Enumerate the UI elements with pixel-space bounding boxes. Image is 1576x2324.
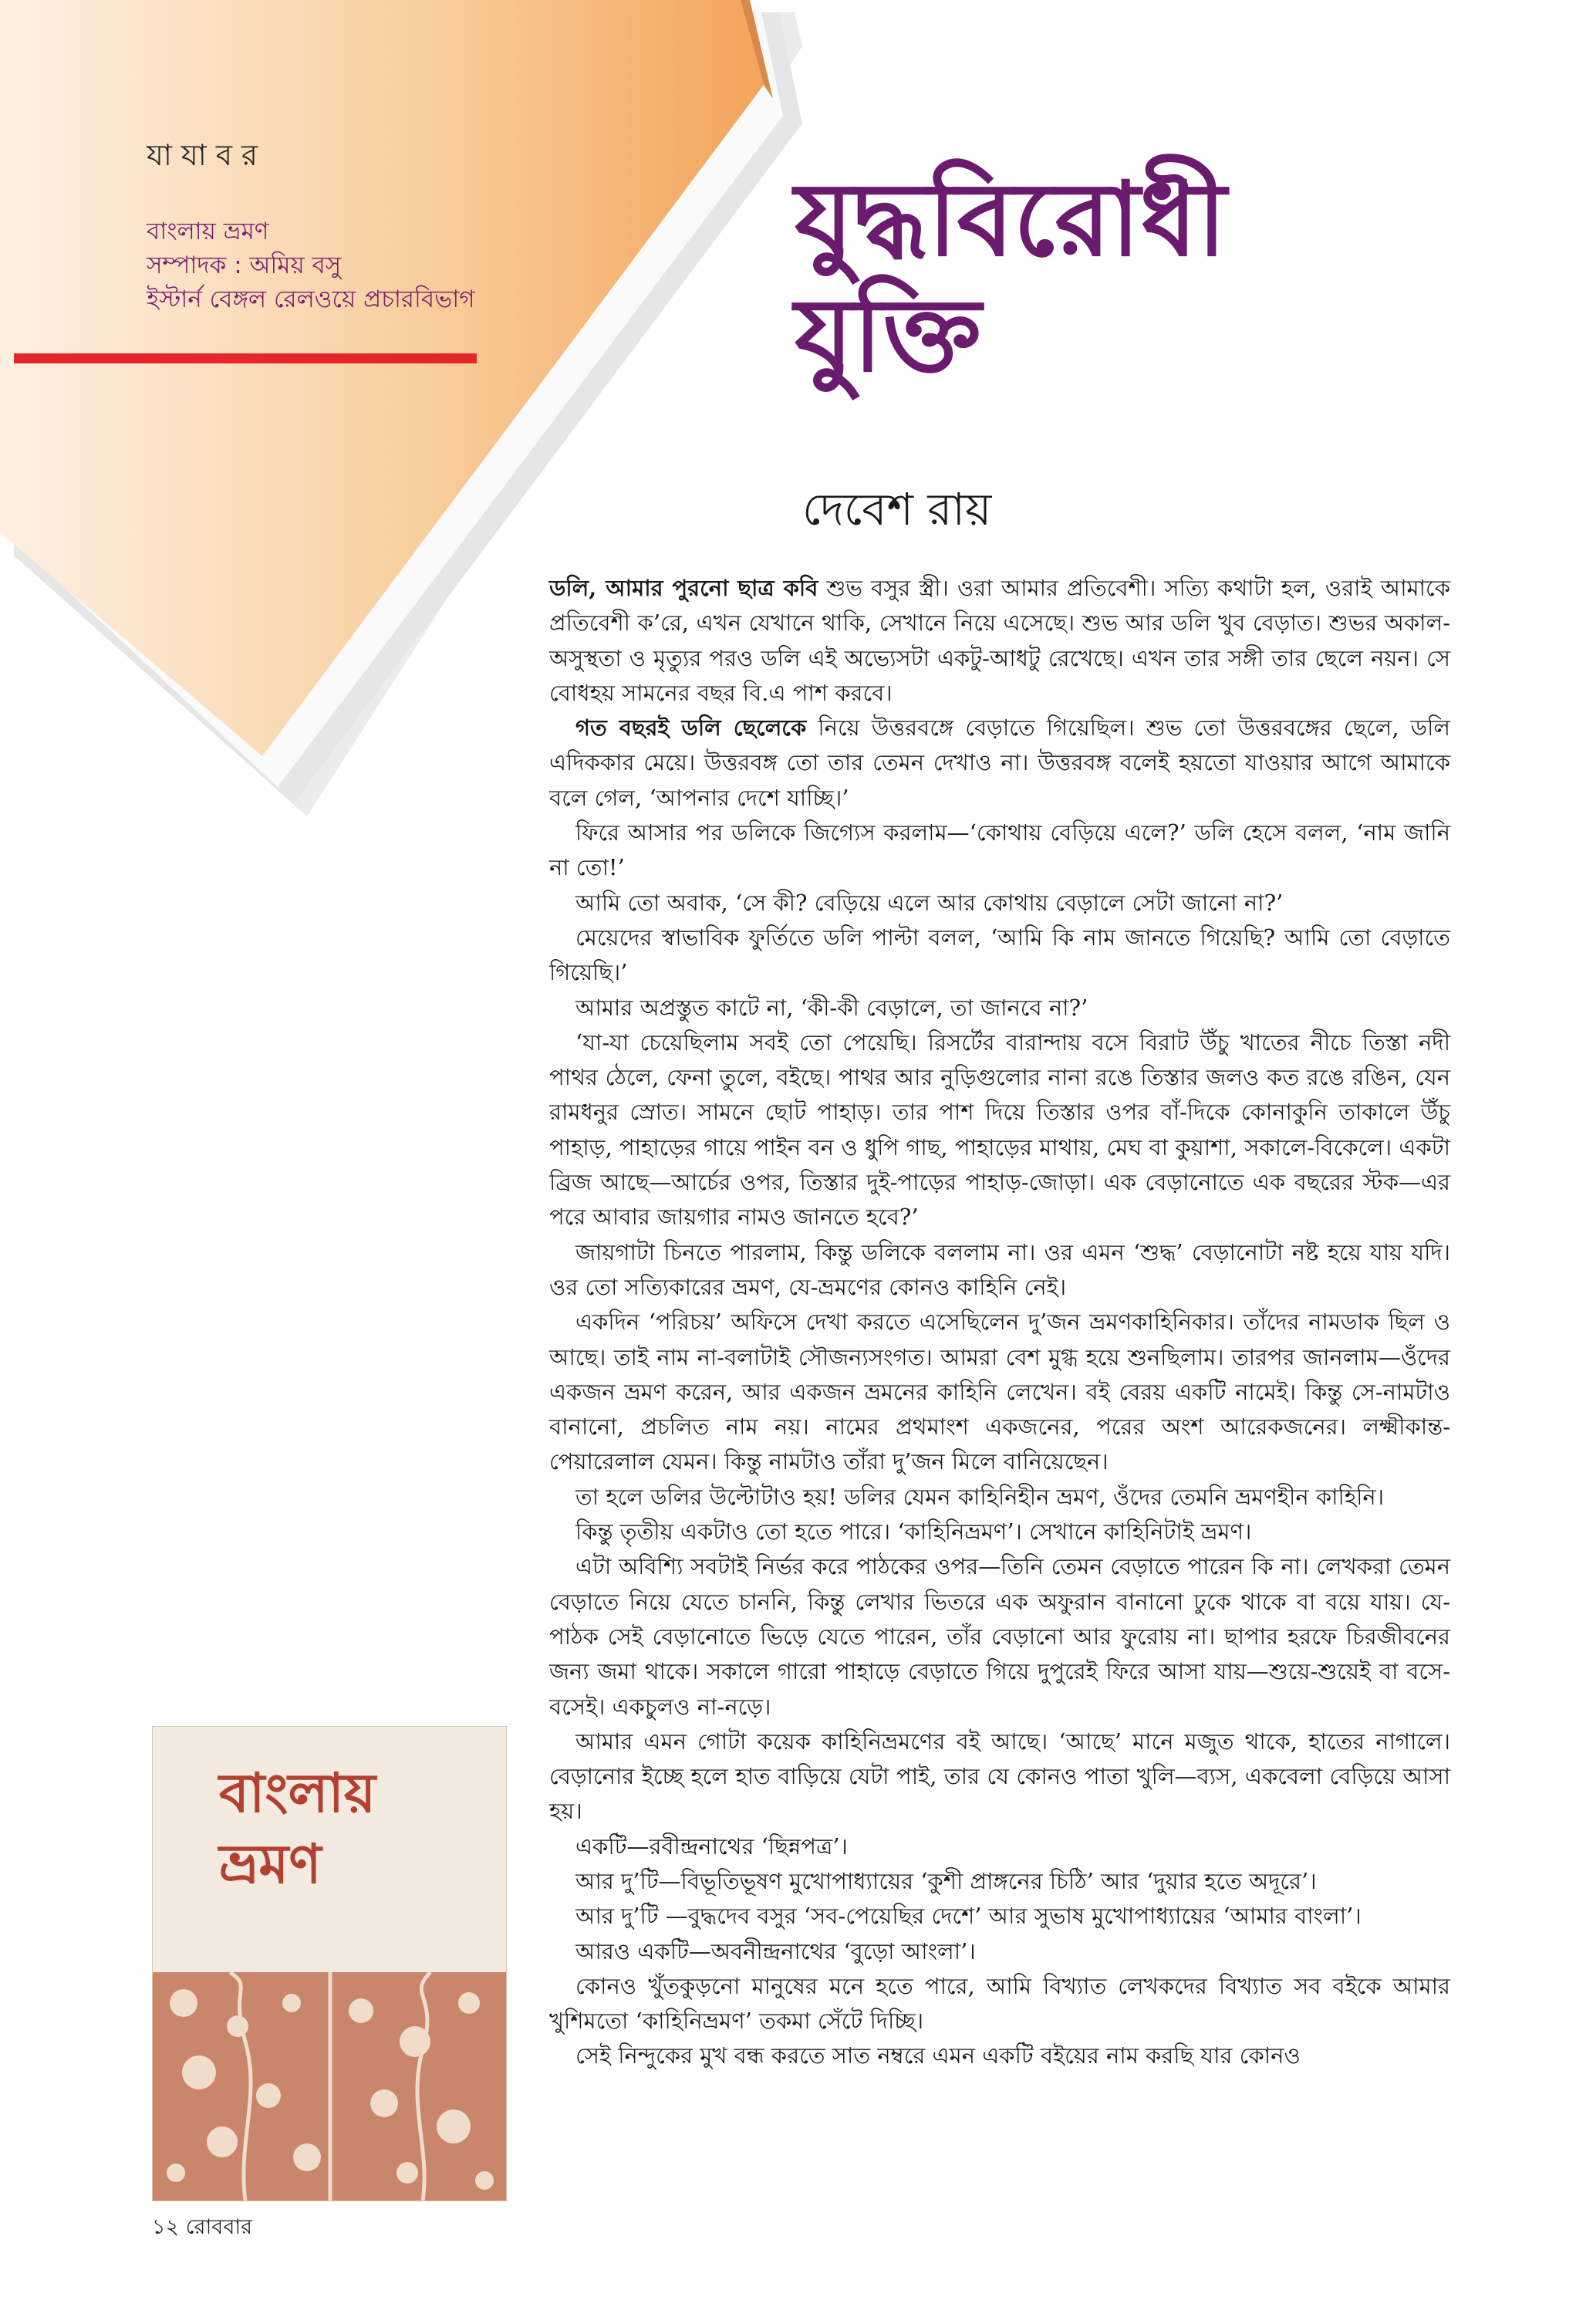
cover-title bbox=[219, 1758, 376, 1900]
paragraph bbox=[549, 711, 1450, 816]
paragraph: কিন্তু তৃতীয় একটাও তো হতে পারে। ‘কাহিনিভ্রমণ’। সেখানে কাহিনিটাই ভ্রমণ। bbox=[575, 1518, 1252, 1545]
paragraph-text: শুভ বসুর স্ত্রী। ওরা আমার প্রতিবেশী। সত্যি কথাটা হল, ওরাই আমাকে প্রতিবেশী ক’রে, এখন যেখানে থাকি, সেখানে নিয়ে এসেছে। শুভ আর ডলি খুব বেড়াত। শুভর অকাল-অসুস্থতা ও মৃত্যুর পরও ডলি এই অভ্যেসটা একটু-আধটু রেখেছে। এখন তার সঙ্গী তার ছেলে নয়ন। সে বোধহয় সামনের বছর বি.এ পাশ করবে। bbox=[549, 575, 1450, 706]
section-label: যাযাবর bbox=[147, 138, 267, 172]
book-cover-image bbox=[152, 1726, 507, 2201]
cover-title-line-2: ভ্রমণ bbox=[219, 1832, 322, 1896]
paragraph: আমার এমন গোটা কয়েক কাহিনিভ্রমণের বই আছে। ‘আছে’ মানে মজুত থাকে, হাতের নাগালে। বেড়ানোর ইচ্ছে হলে হাত বাড়িয়ে যেটা পাই, তার যে কোনও পাতা খুলি—ব্যস, একবেলা বেড়িয়ে আসা হয়। bbox=[549, 1728, 1450, 1825]
paragraph: ‘যা-যা চেয়েছিলাম সবই তো পেয়েছি। রিসর্টের বারান্দায় বসে বিরাট উঁচু খাতের নীচে তিস্তা নদী পাথর ঠেলে, ফেনা তুলে, বইছে। পাথর আর নুড়িগুলোর নানা রঙে তিস্তার জলও কত রঙে রঙিন, যেন রামধনুর স্রোত। সামনে ছোট পাহাড়। তার পাশ দিয়ে তিস্তার ওপর বাঁ-দিকে কোনাকুনি তাকালে উঁচু পাহাড়, পাহাড়ের গায়ে পাইন বন ও ধুপি গাছ, পাহাড়ের মাথায়, মেঘ বা কুয়াশা, সকালে-বিকেলে। একটা ব্রিজ আছে—আর্চের ওপর, তিস্তার দুই-পাড়ের পাহাড়-জোড়া। এক বেড়ানোতে এক বছরের স্টক—এর পরে আবার জায়গার নামও জানতে হবে?’ bbox=[549, 1029, 1450, 1231]
paragraph: আর দু’টি—বিভূতিভূষণ মুখোপাধ্যায়ের ‘কুশী প্রাঙ্গনের চিঠি’ আর ‘দুয়ার হতে অদূরে’। bbox=[575, 1867, 1317, 1894]
book-name: বাংলায় ভ্রমণ bbox=[147, 218, 269, 245]
lead-in: ডলি, আমার পুরনো ছাত্র কবি bbox=[549, 575, 818, 601]
article-title bbox=[795, 162, 1227, 394]
title-line-1: যুদ্ধবিরোধী bbox=[795, 160, 1227, 279]
lead-in: গত বছরই ডলি ছেলেকে bbox=[575, 714, 807, 741]
author-name: দেবেশ রায় bbox=[802, 483, 992, 535]
floral-pattern bbox=[153, 1972, 506, 2201]
paragraph: আমি তো অবাক, ‘সে কী? বেড়িয়ে এলে আর কোথায় বেড়ালে সেটা জানো না?’ bbox=[575, 889, 1284, 916]
paragraph: আরও একটি—অবনীন্দ্রনাথের ‘বুড়ো আংলা’। bbox=[575, 1937, 976, 1964]
paragraph: সেই নিন্দুকের মুখ বন্ধ করতে সাত নম্বরে এমন একটি বইয়ের নাম করছি যার কোনও bbox=[575, 2042, 1301, 2069]
page-folio: ১২ রোববার bbox=[152, 2215, 253, 2239]
paragraph-text: নিয়ে উত্তরবঙ্গে বেড়াতে গিয়েছিল। শুভ তো উত্তরবঙ্গের ছেলে, ডলি এদিককার মেয়ে। উত্তরবঙ্গ তো তার তেমন দেখাও না। উত্তরবঙ্গ বলেই হয়তো যাওয়ার আগে আমাকে বলে গেল, ‘আপনার দেশে যাচ্ছি।’ bbox=[549, 714, 1450, 811]
red-rule bbox=[14, 353, 477, 363]
paragraph: জায়গাটা চিনতে পারলাম, কিন্তু ডলিকে বললাম না। ওর এমন ‘শুদ্ধ’ বেড়ানোটা নষ্ট হয়ে যায় যদি। ওর তো সত্যিকারের ভ্রমণ, যে-ভ্রমণের কোনও কাহিনি নেই। bbox=[549, 1238, 1450, 1300]
book-publisher: ইস্টার্ন বেঙ্গল রেলওয়ে প্রচারবিভাগ bbox=[147, 285, 475, 313]
article-body bbox=[549, 571, 1450, 2074]
paragraph bbox=[549, 571, 1450, 711]
paragraph: আর দু’টি —বুদ্ধদেব বসুর ‘সব-পেয়েছির দেশে’ আর সুভাষ মুখোপাধ্যায়ের ‘আমার বাংলা’। bbox=[575, 1903, 1362, 1930]
book-info bbox=[147, 214, 475, 316]
paragraph: তা হলে ডলির উল্টোটাও হয়! ডলির যেমন কাহিনিহীন ভ্রমণ, ওঁদের তেমনি ভ্রমণহীন কাহিনি। bbox=[575, 1483, 1385, 1510]
paragraph: কোনও খুঁতকুড়নো মানুষের মনে হতে পারে, আমি বিখ্যাত লেখকদের বিখ্যাত সব বইকে আমার খুশিমতো ‘কাহিনিভ্রমণ’ তকমা সেঁটে দিচ্ছি। bbox=[549, 1972, 1450, 2035]
paragraph: আমার অপ্রস্তুত কাটে না, ‘কী-কী বেড়ালে, তা জানবে না?’ bbox=[575, 994, 1088, 1021]
cover-title-line-1: বাংলায় bbox=[219, 1761, 376, 1825]
paragraph: ফিরে আসার পর ডলিকে জিগ্যেস করলাম—‘কোথায় বেড়িয়ে এলে?’ ডলি হেসে বলল, ‘নাম জানি না তো!’ bbox=[549, 819, 1450, 881]
paragraph: মেয়েদের স্বাভাবিক ফুর্তিতে ডলি পাল্টা বলল, ‘আমি কি নাম জানতে গিয়েছি? আমি তো বেড়াতে গিয়েছি।’ bbox=[549, 924, 1450, 986]
book-editor: সম্পাদক : অমিয় বসু bbox=[147, 252, 342, 279]
paragraph: একদিন ‘পরিচয়’ অফিসে দেখা করতে এসেছিলেন দু’জন ভ্রমণকাহিনিকার। তাঁদের নামডাক ছিল ও আছে। তাই নাম না-বলাটাই সৌজন্যসংগত। আমরা বেশ মুগ্ধ হয়ে শুনছিলাম। তারপর জানলাম—ওঁদের একজন ভ্রমণ করেন, আর একজন ভ্রমনের কাহিনি লেখেন। বই বেরয় একটি নামেই। কিন্তু সে-নামটাও বানানো, প্রচলিত নাম নয়। নামের প্রথমাংশ একজনের, পরের অংশ আরেকজনের। লক্ষ্মীকান্ত-পেয়ারেলাল যেমন। কিন্তু নামটাও তাঁরা দু’জন মিলে বানিয়েছেন। bbox=[549, 1309, 1450, 1475]
paragraph: এটা অবিশ্যি সবটাই নির্ভর করে পাঠকের ওপর—তিনি তেমন বেড়াতে পারেন কি না। লেখকরা তেমন বেড়াতে নিয়ে যেতে চাননি, কিন্তু লেখার ভিতরে এক অফুরান বানানো ঢুকে থাকে বা বয়ে যায়। যে-পাঠক সেই বেড়ানোতে ভিড়ে যেতে পারেন, তাঁর বেড়ানো আর ফুরোয় না। ছাপার হরফে চিরজীবনের জন্য জমা থাকে। সকালে গারো পাহাড়ে বেড়াতে গিয়ে দুপুরেই ফিরে আসা যায়—শুয়ে-শুয়েই বা বসে-বসেই। একচুলও না-নড়ে। bbox=[549, 1553, 1450, 1720]
title-line-2: যুক্তি bbox=[795, 275, 982, 395]
paragraph: একটি—রবীন্দ্রনাথের ‘ছিন্নপত্র’। bbox=[575, 1833, 848, 1860]
